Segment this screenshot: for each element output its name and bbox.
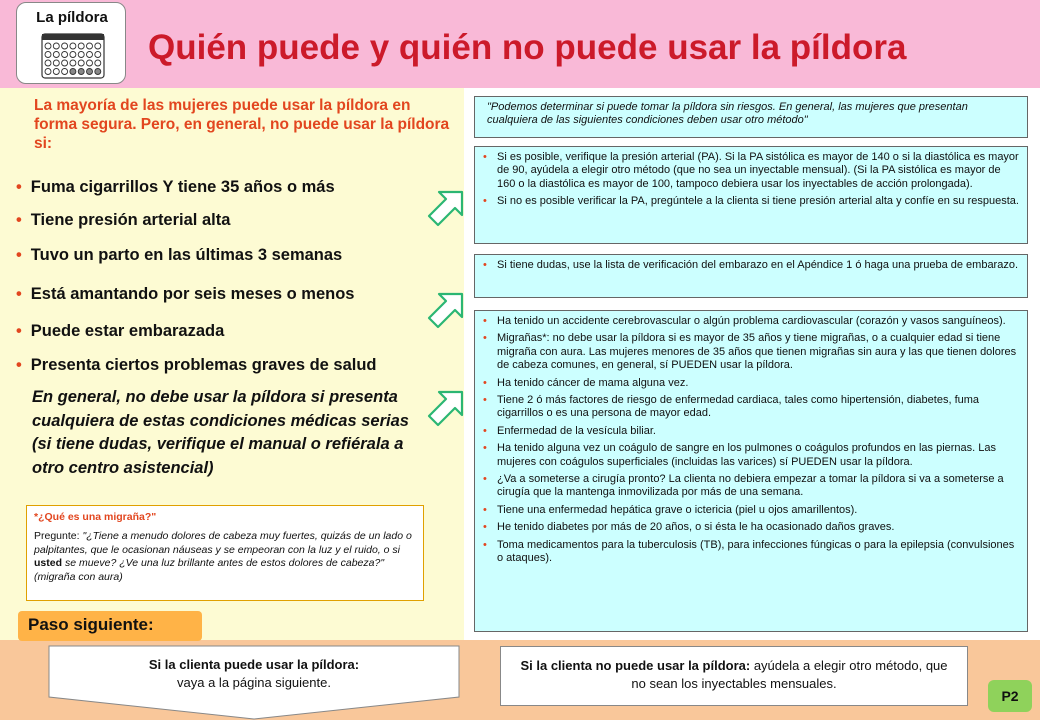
migraine-info-box bbox=[26, 505, 424, 601]
bullet-icon: • bbox=[16, 356, 22, 374]
list-item: • He tenido diabetes por más de 20 años, o si ésta le ha ocasionado daños graves. bbox=[483, 521, 1020, 534]
page-number-badge: P2 bbox=[988, 680, 1032, 712]
list-item: • Migrañas*: no debe usar la píldora si es mayor de 35 años y tiene migrañas, o a cualquier edad si tiene migraña con aura. Las mujeres menores de 35 años que tienen migrañas sin aura y las que tienen dolores de cabeza comunes, en general, sí PUEDEN usar la píldora. bbox=[483, 332, 1020, 372]
pill-dot bbox=[70, 60, 76, 66]
arrow-up-right-icon bbox=[424, 288, 468, 332]
pill-dot bbox=[62, 52, 68, 58]
pill-pack-icon bbox=[41, 33, 105, 79]
pill-dot bbox=[87, 69, 93, 75]
pill-dot bbox=[87, 43, 93, 49]
pill-dot bbox=[62, 69, 68, 75]
blood-pressure-box bbox=[474, 146, 1028, 244]
health-conditions-box bbox=[474, 310, 1028, 632]
list-item: • Toma medicamentos para la tuberculosis (TB), para infecciones fúngicas o para la epilepsia (convulsiones o ataques). bbox=[483, 539, 1020, 566]
bullet-icon: • bbox=[16, 285, 22, 303]
list-item: • Ha tenido alguna vez un coágulo de sangre en los pulmones o coágulos profundos en las piernas. Las mujeres con coágulos superficiales (incluidas las varices) sí PUEDEN usar la píldora. bbox=[483, 442, 1020, 469]
bullet-icon: • bbox=[16, 178, 22, 196]
pill-dot bbox=[53, 60, 59, 66]
pill-dot bbox=[53, 69, 59, 75]
list-item: • Ha tenido un accidente cerebrovascular o algún problema cardiovascular (corazón y vasos sanguíneos). bbox=[483, 315, 1020, 328]
condition-item: • Fuma cigarrillos Y tiene 35 años o más bbox=[16, 178, 335, 196]
pill-dot bbox=[95, 60, 101, 66]
pill-dot bbox=[78, 52, 84, 58]
page-title: Quién puede y quién no puede usar la píldora bbox=[148, 28, 907, 67]
pill-dot bbox=[87, 52, 93, 58]
pill-badge bbox=[16, 2, 126, 84]
list-item: • Enfermedad de la vesícula biliar. bbox=[483, 425, 1020, 438]
pill-dot bbox=[45, 60, 51, 66]
pill-dot bbox=[95, 69, 101, 75]
pill-dot bbox=[95, 52, 101, 58]
pill-dot bbox=[70, 52, 76, 58]
pill-dot bbox=[87, 60, 93, 66]
pill-dot bbox=[95, 43, 101, 49]
list-item: • Si no es posible verificar la PA, pregúntele a la clienta si tiene presión arterial alta y confíe en su respuesta. bbox=[483, 195, 1020, 208]
counseling-quote: "Podemos determinar si puede tomar la píldora sin riesgos. En general, las mujeres que presentan cualquiera de las siguientes condiciones deben usar otro método" bbox=[487, 101, 968, 127]
pill-dot bbox=[70, 43, 76, 49]
pill-dot bbox=[53, 43, 59, 49]
arrow-up-right-icon bbox=[424, 386, 468, 430]
list-item: • ¿Va a someterse a cirugía pronto? La clienta no debiera empezar a tomar la píldora si va a someterse a cirugía que la mantenga inmovilizada por más de una semana. bbox=[483, 473, 1020, 500]
pill-dot bbox=[53, 52, 59, 58]
migraine-heading: *¿Qué es una migraña?" bbox=[34, 511, 157, 523]
condition-item: • Tiene presión arterial alta bbox=[16, 211, 231, 229]
pill-dot bbox=[78, 69, 84, 75]
condition-item: • Presenta ciertos problemas graves de salud bbox=[16, 356, 377, 374]
can-use-text: Si la clienta puede usar la píldora: vaya a la página siguiente. bbox=[148, 657, 360, 690]
counseling-quote-box bbox=[474, 96, 1028, 138]
next-step-label: Paso siguiente: bbox=[18, 611, 202, 641]
list-item: • Ha tenido cáncer de mama alguna vez. bbox=[483, 377, 1020, 390]
pill-badge-label: La píldora bbox=[36, 9, 108, 26]
pill-dot bbox=[70, 69, 76, 75]
condition-item: • Puede estar embarazada bbox=[16, 322, 225, 340]
arrow-up-right-icon bbox=[424, 186, 468, 230]
intro-text: La mayoría de las mujeres puede usar la píldora en forma segura. Pero, en general, no puede usar la píldora si: bbox=[34, 97, 450, 152]
bullet-icon: • bbox=[16, 246, 22, 264]
pill-dot bbox=[78, 60, 84, 66]
bullet-icon: • bbox=[16, 211, 22, 229]
bullet-icon: • bbox=[16, 322, 22, 340]
list-item: • Tiene una enfermedad hepática grave o ictericia (piel u ojos amarillentos). bbox=[483, 504, 1020, 517]
pill-dot bbox=[45, 52, 51, 58]
pill-dot bbox=[78, 43, 84, 49]
list-item: • Si tiene dudas, use la lista de verificación del embarazo en el Apéndice 1 ó haga una prueba de embarazo. bbox=[483, 259, 1020, 272]
migraine-question: Pregunte: "¿Tiene a menudo dolores de cabeza muy fuertes, quizás de un lado o palpitantes, que le ocasionan náuseas y se empeoran con la luz y el ruido, o si usted se mueve? ¿Ve una luz brillante antes de estos dolores de cabeza?" (migraña con aura) bbox=[34, 530, 412, 583]
general-note: En general, no debe usar la píldora si presenta cualquiera de estas condiciones médicas serias (si tiene dudas, verifique el manual o refiérala a otro centro asistencial) bbox=[32, 388, 409, 477]
cannot-use-box: Si la clienta no puede usar la píldora: ayúdela a elegir otro método, que no sean los inyectables mensuales. bbox=[500, 646, 968, 706]
condition-item: • Tuvo un parto en las últimas 3 semanas bbox=[16, 246, 343, 264]
pill-dot bbox=[62, 60, 68, 66]
pill-dot bbox=[45, 69, 51, 75]
condition-item: • Está amantando por seis meses o menos bbox=[16, 285, 355, 303]
pill-dot bbox=[45, 43, 51, 49]
list-item: • Si es posible, verifique la presión arterial (PA). Si la PA sistólica es mayor de 140 o si la diastólica es mayor de 90, ayúdela a elegir otro método (que no sea un inyectable mensual). (Si la PA sistólica es mayor de 160 o la diastólica es mayor de 100, tampoco debiera usar los inyectables de acción prolongada). bbox=[483, 151, 1020, 191]
pill-dot bbox=[62, 43, 68, 49]
list-item: • Tiene 2 ó más factores de riesgo de enfermedad cardiaca, tales como hipertensión, diabetes, fuma cigarrillos o es una persona de mayor edad. bbox=[483, 394, 1020, 421]
pregnancy-box bbox=[474, 254, 1028, 298]
prompt-label: Pregunte: bbox=[34, 530, 80, 543]
